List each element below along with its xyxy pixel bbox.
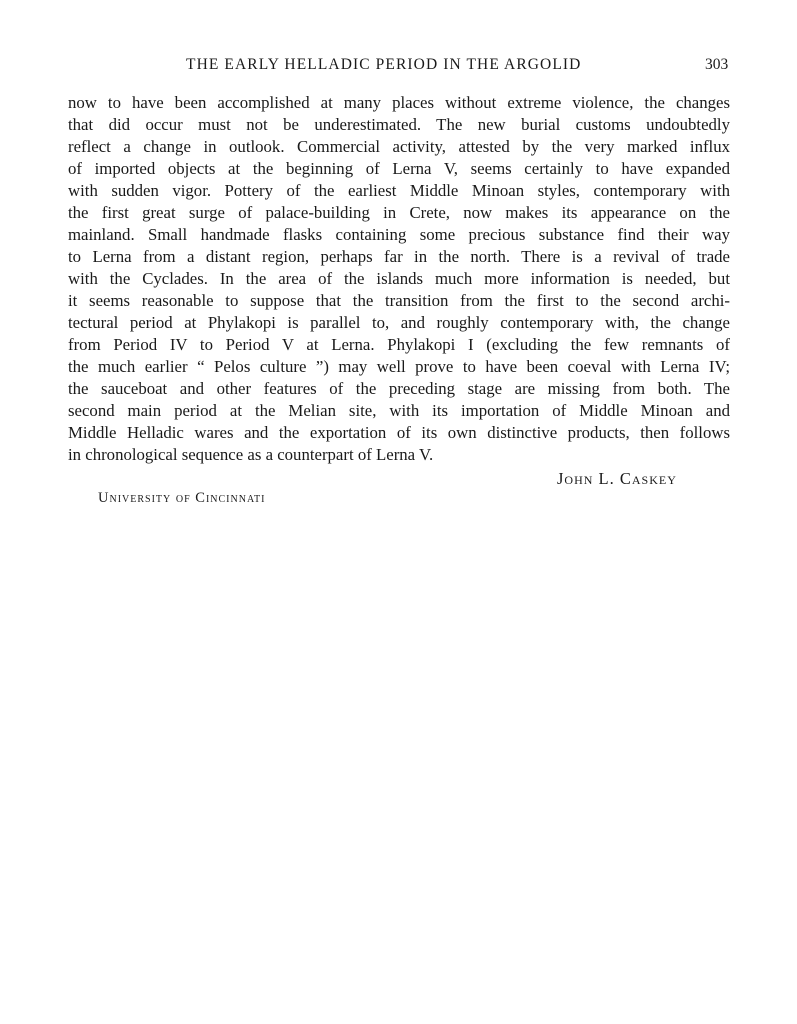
running-title: THE EARLY HELLADIC PERIOD IN THE ARGOLID	[186, 56, 582, 73]
text-line: Middle Helladic wares and the exportation of its own distinctive products, then follows	[68, 423, 730, 442]
text-line: reflect a change in outlook. Commercial activity, attested by the very marked influx	[68, 137, 730, 156]
author-name: John L. Caskey	[557, 469, 677, 488]
body-paragraph	[68, 92, 730, 466]
text-line: second main period at the Melian site, with its importation of Middle Minoan and	[68, 401, 730, 420]
page-number: 303	[705, 56, 729, 73]
text-line: with sudden vigor. Pottery of the earliest Middle Minoan styles, contemporary with	[68, 181, 730, 200]
text-line: the first great surge of palace-building in Crete, now makes its appearance on the	[68, 203, 730, 222]
author-affiliation: University of Cincinnati	[98, 490, 266, 506]
text-line: mainland. Small handmade flasks containing some precious substance find their way	[68, 225, 730, 244]
text-line: with the Cyclades. In the area of the islands much more information is needed, but	[68, 269, 730, 288]
running-head	[0, 56, 797, 80]
text-line: of imported objects at the beginning of Lerna V, seems certainly to have expanded	[68, 159, 730, 178]
text-line: tectural period at Phylakopi is parallel to, and roughly contemporary with, the change	[68, 313, 730, 332]
text-line: now to have been accomplished at many places without extreme violence, the changes	[68, 93, 730, 112]
text-line: the much earlier “ Pelos culture ”) may well prove to have been coeval with Lerna IV;	[68, 357, 730, 376]
text-line: it seems reasonable to suppose that the transition from the first to the second archi-	[68, 291, 730, 310]
text-line: to Lerna from a distant region, perhaps far in the north. There is a revival of trade	[68, 247, 730, 266]
text-line: that did occur must not be underestimated. The new burial customs undoubtedly	[68, 115, 730, 134]
text-line-last: in chronological sequence as a counterpart of Lerna V.	[68, 445, 434, 464]
text-line: from Period IV to Period V at Lerna. Phylakopi I (excluding the few remnants of	[68, 335, 730, 354]
text-line: the sauceboat and other features of the preceding stage are missing from both. The	[68, 379, 730, 398]
